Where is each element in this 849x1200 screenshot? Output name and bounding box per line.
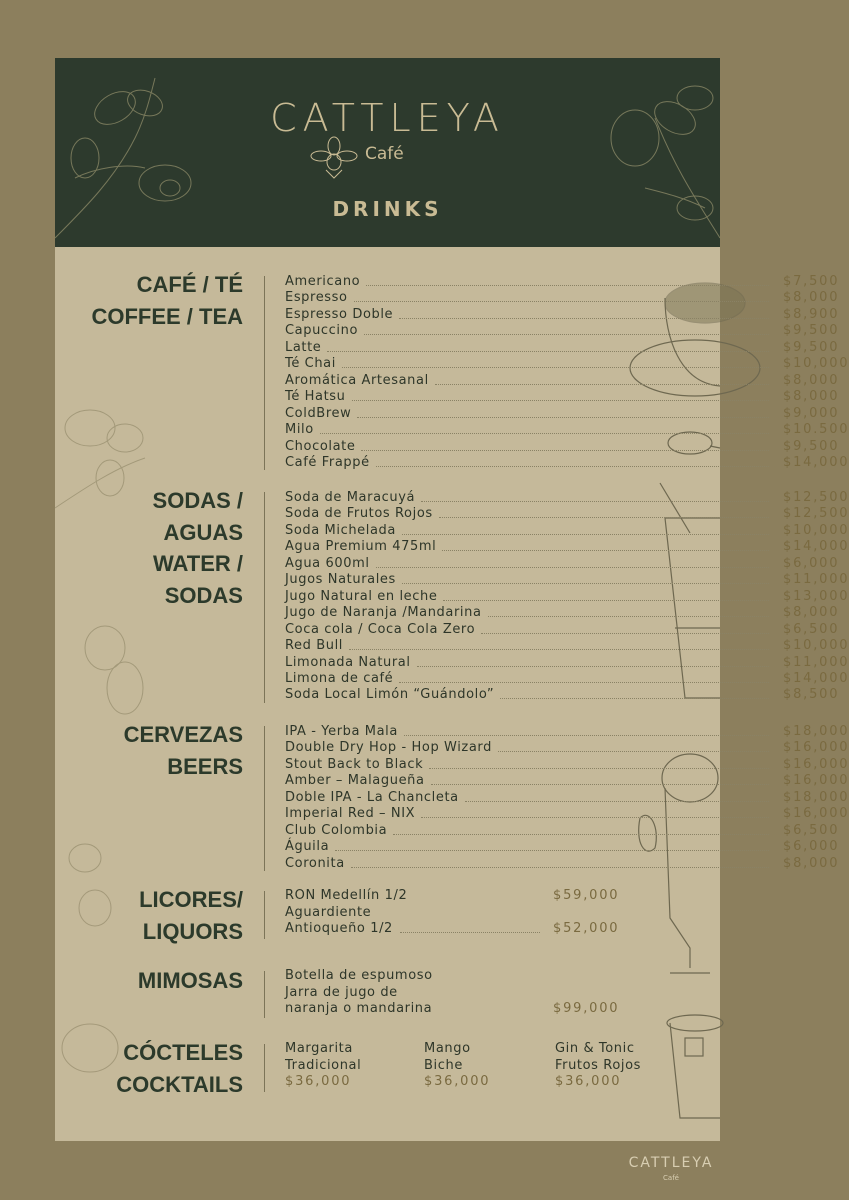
menu-item-row: [285, 539, 849, 556]
menu-item-name: Soda de Maracuyá: [285, 490, 416, 505]
dot-leader: [354, 301, 769, 302]
menu-item-price: $14,000: [783, 670, 849, 686]
menu-item-price: $10,000: [783, 522, 849, 538]
section-title-line: CÓCTELES: [123, 1040, 243, 1065]
menu-item-name: Aromática Artesanal: [285, 372, 429, 388]
liquor-line: RON Medellín 1/2: [285, 888, 408, 903]
menu-item-row: [285, 372, 840, 390]
dot-leader: [327, 351, 769, 352]
menu-item-price: $9,500: [783, 438, 840, 454]
mimosa-price: $99,000: [553, 1001, 620, 1016]
menu-item-price: $12,500: [783, 506, 849, 522]
menu-item-name: Té Chai: [285, 356, 336, 372]
menu-item-price: $14,000: [783, 539, 849, 555]
menu-item-name: Limonada Natural: [285, 654, 411, 670]
menu-item-price: $9,000: [783, 405, 840, 421]
menu-header: [55, 58, 720, 247]
menu-item-name: Americano: [285, 274, 361, 289]
menu-item-row: [285, 740, 849, 757]
menu-item-price: $6,500: [783, 621, 840, 637]
menu-item-row: [285, 490, 849, 507]
menu-item-name: Milo: [285, 422, 314, 438]
dot-leader: [435, 384, 769, 385]
dot-leader: [349, 649, 769, 650]
section-divider: [264, 276, 265, 470]
dot-leader: [442, 550, 769, 551]
menu-item-price: $10.500: [783, 422, 849, 438]
menu-item-row: [285, 605, 840, 622]
cocktail-glass-illustration-icon: [665, 1003, 720, 1123]
dot-leader: [320, 433, 769, 434]
menu-item-price: $6,500: [783, 822, 840, 838]
menu-item-name: Red Bull: [285, 638, 344, 654]
menu-item-row: [285, 274, 840, 291]
menu-item-row: [285, 454, 849, 472]
cocktail-price: $36,000: [555, 1074, 622, 1089]
cocktail-name: Mango: [424, 1041, 471, 1056]
menu-item-row: [285, 687, 840, 704]
menu-item-row: [285, 389, 840, 406]
menu-item-price: $9,500: [783, 339, 840, 355]
menu-item-price: $16,000: [783, 773, 849, 789]
menu-item-row: [285, 756, 849, 774]
liquor-price: $59,000: [553, 888, 620, 903]
menu-item-row: [285, 290, 840, 307]
dot-leader: [335, 850, 769, 851]
menu-item-row: [285, 773, 849, 790]
brand-name: CATTLEYA: [270, 96, 505, 140]
dot-leader: [500, 698, 769, 699]
dot-leader: [366, 285, 769, 286]
dot-leader: [399, 682, 769, 683]
section-title-liquors: [55, 884, 243, 947]
dot-leader: [481, 633, 769, 634]
dot-leader: [465, 801, 769, 802]
menu-item-name: Jugo de Naranja /Mandarina: [285, 605, 482, 621]
section-divider: [264, 971, 265, 1018]
menu-item-name: Soda Local Limón “Guándolo”: [285, 687, 495, 703]
section-title-line: BEERS: [167, 753, 243, 779]
mimosa-line: Botella de espumoso: [285, 968, 433, 983]
menu-item-row: [285, 806, 849, 823]
dot-leader: [439, 517, 769, 518]
menu-item-name: Stout Back to Black: [285, 756, 424, 772]
menu-item-name: Jugos Naturales: [285, 572, 396, 588]
dot-leader: [351, 867, 769, 868]
section-title-line: COFFEE / TEA: [91, 303, 243, 329]
dot-leader: [364, 334, 769, 335]
menu-item-name: Amber – Malagueña: [285, 773, 425, 789]
menu-item-price: $12,500: [783, 490, 849, 505]
menu-item-name: Capuccino: [285, 323, 359, 339]
menu-item-name: Doble IPA - La Chancleta: [285, 789, 459, 805]
menu-item-price: $10,000: [783, 638, 849, 654]
menu-item-price: $8,000: [783, 389, 840, 405]
menu-item-price: $8,000: [783, 605, 840, 621]
dot-leader: [342, 367, 769, 368]
menu-item-price: $7,500: [783, 274, 840, 289]
section-divider: [264, 492, 265, 703]
dot-leader: [376, 567, 769, 568]
menu-item-row: [285, 356, 849, 373]
menu-item-price: $8,000: [783, 372, 840, 388]
menu-item-name: Chocolate: [285, 438, 356, 454]
section-title-line: SODAS /: [152, 488, 243, 513]
menu-item-name: Soda de Frutos Rojos: [285, 506, 433, 522]
menu-item-row: [285, 822, 840, 840]
menu-item-name: Agua Premium 475ml: [285, 539, 437, 555]
section-title-line: LICORES/: [139, 887, 243, 912]
menu-item-name: Espresso Doble: [285, 306, 394, 322]
menu-item-price: $6,000: [783, 839, 840, 855]
menu-item-row: [285, 588, 849, 606]
menu-item-price: $8,000: [783, 290, 840, 306]
menu-item-name: Soda Michelada: [285, 522, 396, 538]
menu-item-price: $9,500: [783, 323, 840, 339]
menu-item-price: $18,000: [783, 724, 849, 739]
section-title-sodas: [55, 485, 243, 611]
section-title-line: WATER /: [152, 551, 243, 576]
menu-item-row: [285, 638, 849, 655]
section-divider: [264, 726, 265, 871]
menu-item-price: $10,000: [783, 356, 849, 372]
dot-leader: [352, 400, 769, 401]
menu-item-price: $8,500: [783, 687, 840, 703]
section-title-line: CAFÉ / TÉ: [136, 272, 243, 297]
dot-leader: [429, 768, 769, 769]
dot-leader: [421, 817, 769, 818]
cocktail-name: Tradicional: [285, 1058, 362, 1073]
menu-item-row: [285, 323, 840, 340]
brand-subtitle: Café: [365, 144, 404, 164]
menu-item-name: Coca cola / Coca Cola Zero: [285, 621, 476, 637]
menu-item-price: $16,000: [783, 756, 849, 772]
cocktail-name: Biche: [424, 1058, 463, 1073]
menu-item-name: IPA - Yerba Mala: [285, 724, 398, 739]
menu-item-price: $16,000: [783, 740, 849, 756]
menu-item-row: [285, 306, 840, 324]
menu-item-row: [285, 670, 849, 688]
dot-leader: [431, 784, 769, 785]
section-title-coffee: [55, 269, 243, 332]
menu-item-row: [285, 438, 840, 456]
section-divider: [264, 1044, 265, 1092]
section-title-line: AGUAS: [163, 519, 243, 545]
menu-item-row: [285, 839, 840, 856]
section-title-line: CERVEZAS: [123, 722, 243, 747]
footer-brand-sub: Café: [663, 1174, 679, 1182]
soda-glass-illustration-icon: [650, 478, 720, 708]
menu-item-row: [285, 506, 849, 523]
dot-leader: [421, 501, 769, 502]
menu-item-price: $6,000: [783, 555, 840, 571]
menu-item-price: $13,000: [783, 588, 849, 604]
dot-leader: [417, 666, 769, 667]
footer-brand: CATTLEYA: [628, 1155, 714, 1171]
menu-item-price: $8,000: [783, 855, 840, 871]
dot-leader: [400, 932, 540, 933]
menu-item-price: $11,000: [783, 572, 849, 588]
menu-item-price: $8,900: [783, 306, 840, 322]
menu-item-name: Club Colombia: [285, 822, 388, 838]
dot-leader: [376, 466, 769, 467]
mimosa-line: Jarra de jugo de: [285, 985, 398, 1000]
menu-item-row: [285, 572, 849, 589]
menu-item-row: [285, 555, 840, 573]
section-title-line: SODAS: [164, 582, 243, 608]
section-title-line: COCKTAILS: [116, 1071, 243, 1097]
menu-item-name: Limona de café: [285, 670, 394, 686]
orchid-logo-icon: [311, 136, 357, 180]
dot-leader: [393, 834, 769, 835]
menu-title: DRINKS: [332, 197, 443, 221]
menu-item-row: [285, 724, 849, 741]
menu-item-name: Té Hatsu: [285, 389, 346, 405]
menu-item-row: [285, 654, 849, 672]
cocktail-name: Frutos Rojos: [555, 1058, 642, 1073]
menu-item-row: [285, 621, 840, 639]
section-title-mimosas: MIMOSAS: [137, 968, 243, 993]
menu-item-name: Imperial Red – NIX: [285, 806, 416, 822]
liquor-line: Antioqueño 1/2: [285, 921, 393, 936]
dot-leader: [357, 417, 769, 418]
section-title-line: LIQUORS: [142, 918, 243, 944]
menu-item-name: Double Dry Hop - Hop Wizard: [285, 740, 492, 756]
menu-item-row: [285, 522, 849, 540]
dot-leader: [402, 583, 769, 584]
section-title-cocktails: [55, 1037, 243, 1100]
dot-leader: [498, 751, 769, 752]
menu-item-price: $14,000: [783, 454, 849, 470]
mimosa-line: naranja o mandarina: [285, 1001, 433, 1016]
menu-item-name: Jugo Natural en leche: [285, 588, 438, 604]
dot-leader: [402, 534, 769, 535]
menu-item-price: $18,000: [783, 789, 849, 805]
menu-item-price: $16,000: [783, 806, 849, 822]
section-divider: [264, 891, 265, 939]
menu-item-row: [285, 855, 840, 873]
liquor-price: $52,000: [553, 921, 620, 936]
menu-item-name: Café Frappé: [285, 454, 370, 470]
liquor-line: Aguardiente: [285, 905, 372, 920]
menu-item-name: Coronita: [285, 855, 345, 871]
dot-leader: [361, 450, 769, 451]
menu-item-row: [285, 789, 849, 807]
dot-leader: [399, 318, 769, 319]
menu-item-name: Agua 600ml: [285, 555, 370, 571]
dot-leader: [443, 600, 769, 601]
menu-item-name: ColdBrew: [285, 405, 352, 421]
cocktail-name: Margarita: [285, 1041, 353, 1056]
menu-item-row: [285, 339, 840, 357]
cocktail-name: Gin & Tonic: [555, 1041, 635, 1056]
dot-leader: [404, 735, 769, 736]
menu-card: [55, 58, 849, 1141]
cocktail-price: $36,000: [285, 1074, 352, 1089]
section-title-beers: [55, 719, 243, 782]
menu-item-name: Espresso: [285, 290, 348, 306]
menu-item-row: [285, 405, 840, 423]
menu-item-name: Águila: [285, 839, 330, 855]
dot-leader: [488, 616, 769, 617]
menu-item-price: $11,000: [783, 654, 849, 670]
menu-item-row: [285, 422, 849, 439]
cocktail-price: $36,000: [424, 1074, 491, 1089]
menu-item-name: Latte: [285, 339, 322, 355]
